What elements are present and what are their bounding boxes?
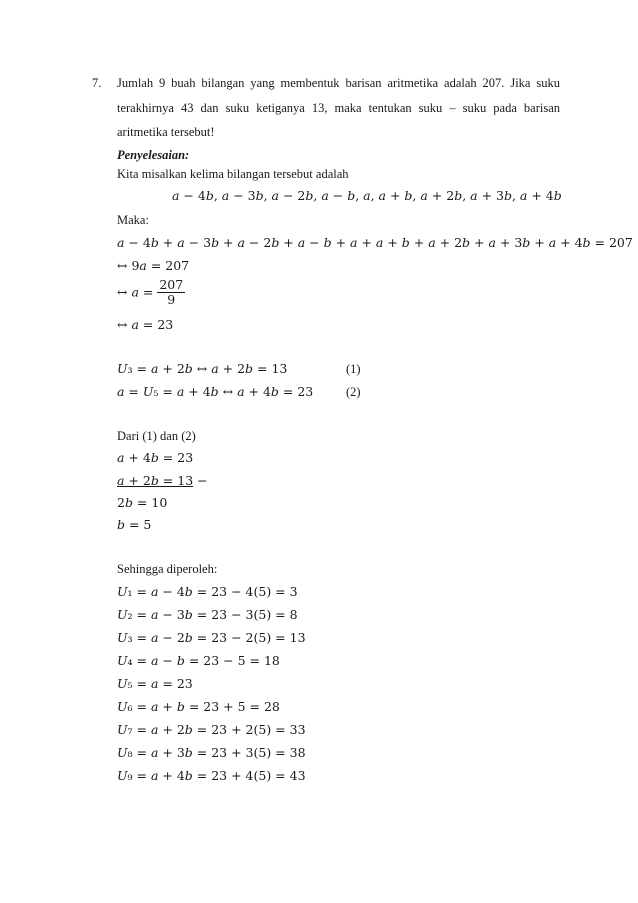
elim-minus-sign: − [193,473,208,488]
term-u9: 𝑈₉ = 𝑎 + 4𝑏 = 23 + 4(5) = 43 [117,768,306,783]
problem-text-line-1: Jumlah 9 buah bilangan yang membentuk barisan aritmetika adalah 207. Jika suku [117,76,560,90]
maka-label: Maka: [117,213,149,227]
term-u7: 𝑈₇ = 𝑎 + 2𝑏 = 23 + 2(5) = 33 [117,722,306,737]
step-fraction [117,278,185,307]
dari-label: Dari (1) dan (2) [117,429,196,443]
step-fraction-prefix: ↔ 𝑎 = [117,284,154,300]
fraction-numerator: 207 [159,277,184,292]
problem-text-line-3: aritmetika tersebut! [117,125,215,139]
solution-heading: Penyelesaian: [117,148,190,162]
sehingga-label: Sehingga diperoleh: [117,562,218,576]
problem-text-line-2: terakhirnya 43 dan suku ketiganya 13, maka tentukan suku – suku pada barisan [117,101,560,115]
sequence-expression: 𝑎 − 4𝑏, 𝑎 − 3𝑏, 𝑎 − 2𝑏, 𝑎 − 𝑏, 𝑎, 𝑎 + 𝑏, 𝑎 + 2𝑏, 𝑎 + 3𝑏, 𝑎 + 4𝑏 [172,188,562,203]
term-u1: 𝑈₁ = 𝑎 − 4𝑏 = 23 − 4(5) = 3 [117,584,298,599]
term-u4: 𝑈₄ = 𝑎 − 𝑏 = 23 − 5 = 18 [117,653,280,668]
fraction-denominator: 9 [167,292,176,307]
elim-line-3: 2𝑏 = 10 [117,495,168,510]
problem-number: 7. [92,76,102,90]
step-9a: ↔ 9𝑎 = 207 [117,258,190,273]
solution-intro: Kita misalkan kelima bilangan tersebut adalah [117,167,349,181]
step-a-23: ↔ 𝑎 = 23 [117,317,174,332]
equation-1-tag: (1) [346,362,361,376]
term-u8: 𝑈₈ = 𝑎 + 3𝑏 = 23 + 3(5) = 38 [117,745,306,760]
sum-equation: 𝑎 − 4𝑏 + 𝑎 − 3𝑏 + 𝑎 − 2𝑏 + 𝑎 − 𝑏 + 𝑎 + 𝑎 + 𝑏 + 𝑎 + 2𝑏 + 𝑎 + 3𝑏 + 𝑎 + 4𝑏 = 207 [117,235,633,250]
fraction [157,278,185,307]
equation-1: 𝑈₃ = 𝑎 + 2𝑏 ↔ 𝑎 + 2𝑏 = 13 [117,361,288,376]
equation-2: 𝑎 = 𝑈₅ = 𝑎 + 4𝑏 ↔ 𝑎 + 4𝑏 = 23 [117,384,314,399]
elim-line-2-equation: 𝑎 + 2𝑏 = 13 [117,473,194,488]
elim-line-1: 𝑎 + 4𝑏 = 23 [117,450,194,465]
term-u6: 𝑈₆ = 𝑎 + 𝑏 = 23 + 5 = 28 [117,699,280,714]
elim-line-4: 𝑏 = 5 [117,517,152,532]
term-u3: 𝑈₃ = 𝑎 − 2𝑏 = 23 − 2(5) = 13 [117,630,306,645]
equation-2-tag: (2) [346,385,361,399]
elim-line-2 [117,473,208,489]
term-u2: 𝑈₂ = 𝑎 − 3𝑏 = 23 − 3(5) = 8 [117,607,298,622]
term-u5: 𝑈₅ = 𝑎 = 23 [117,676,193,691]
